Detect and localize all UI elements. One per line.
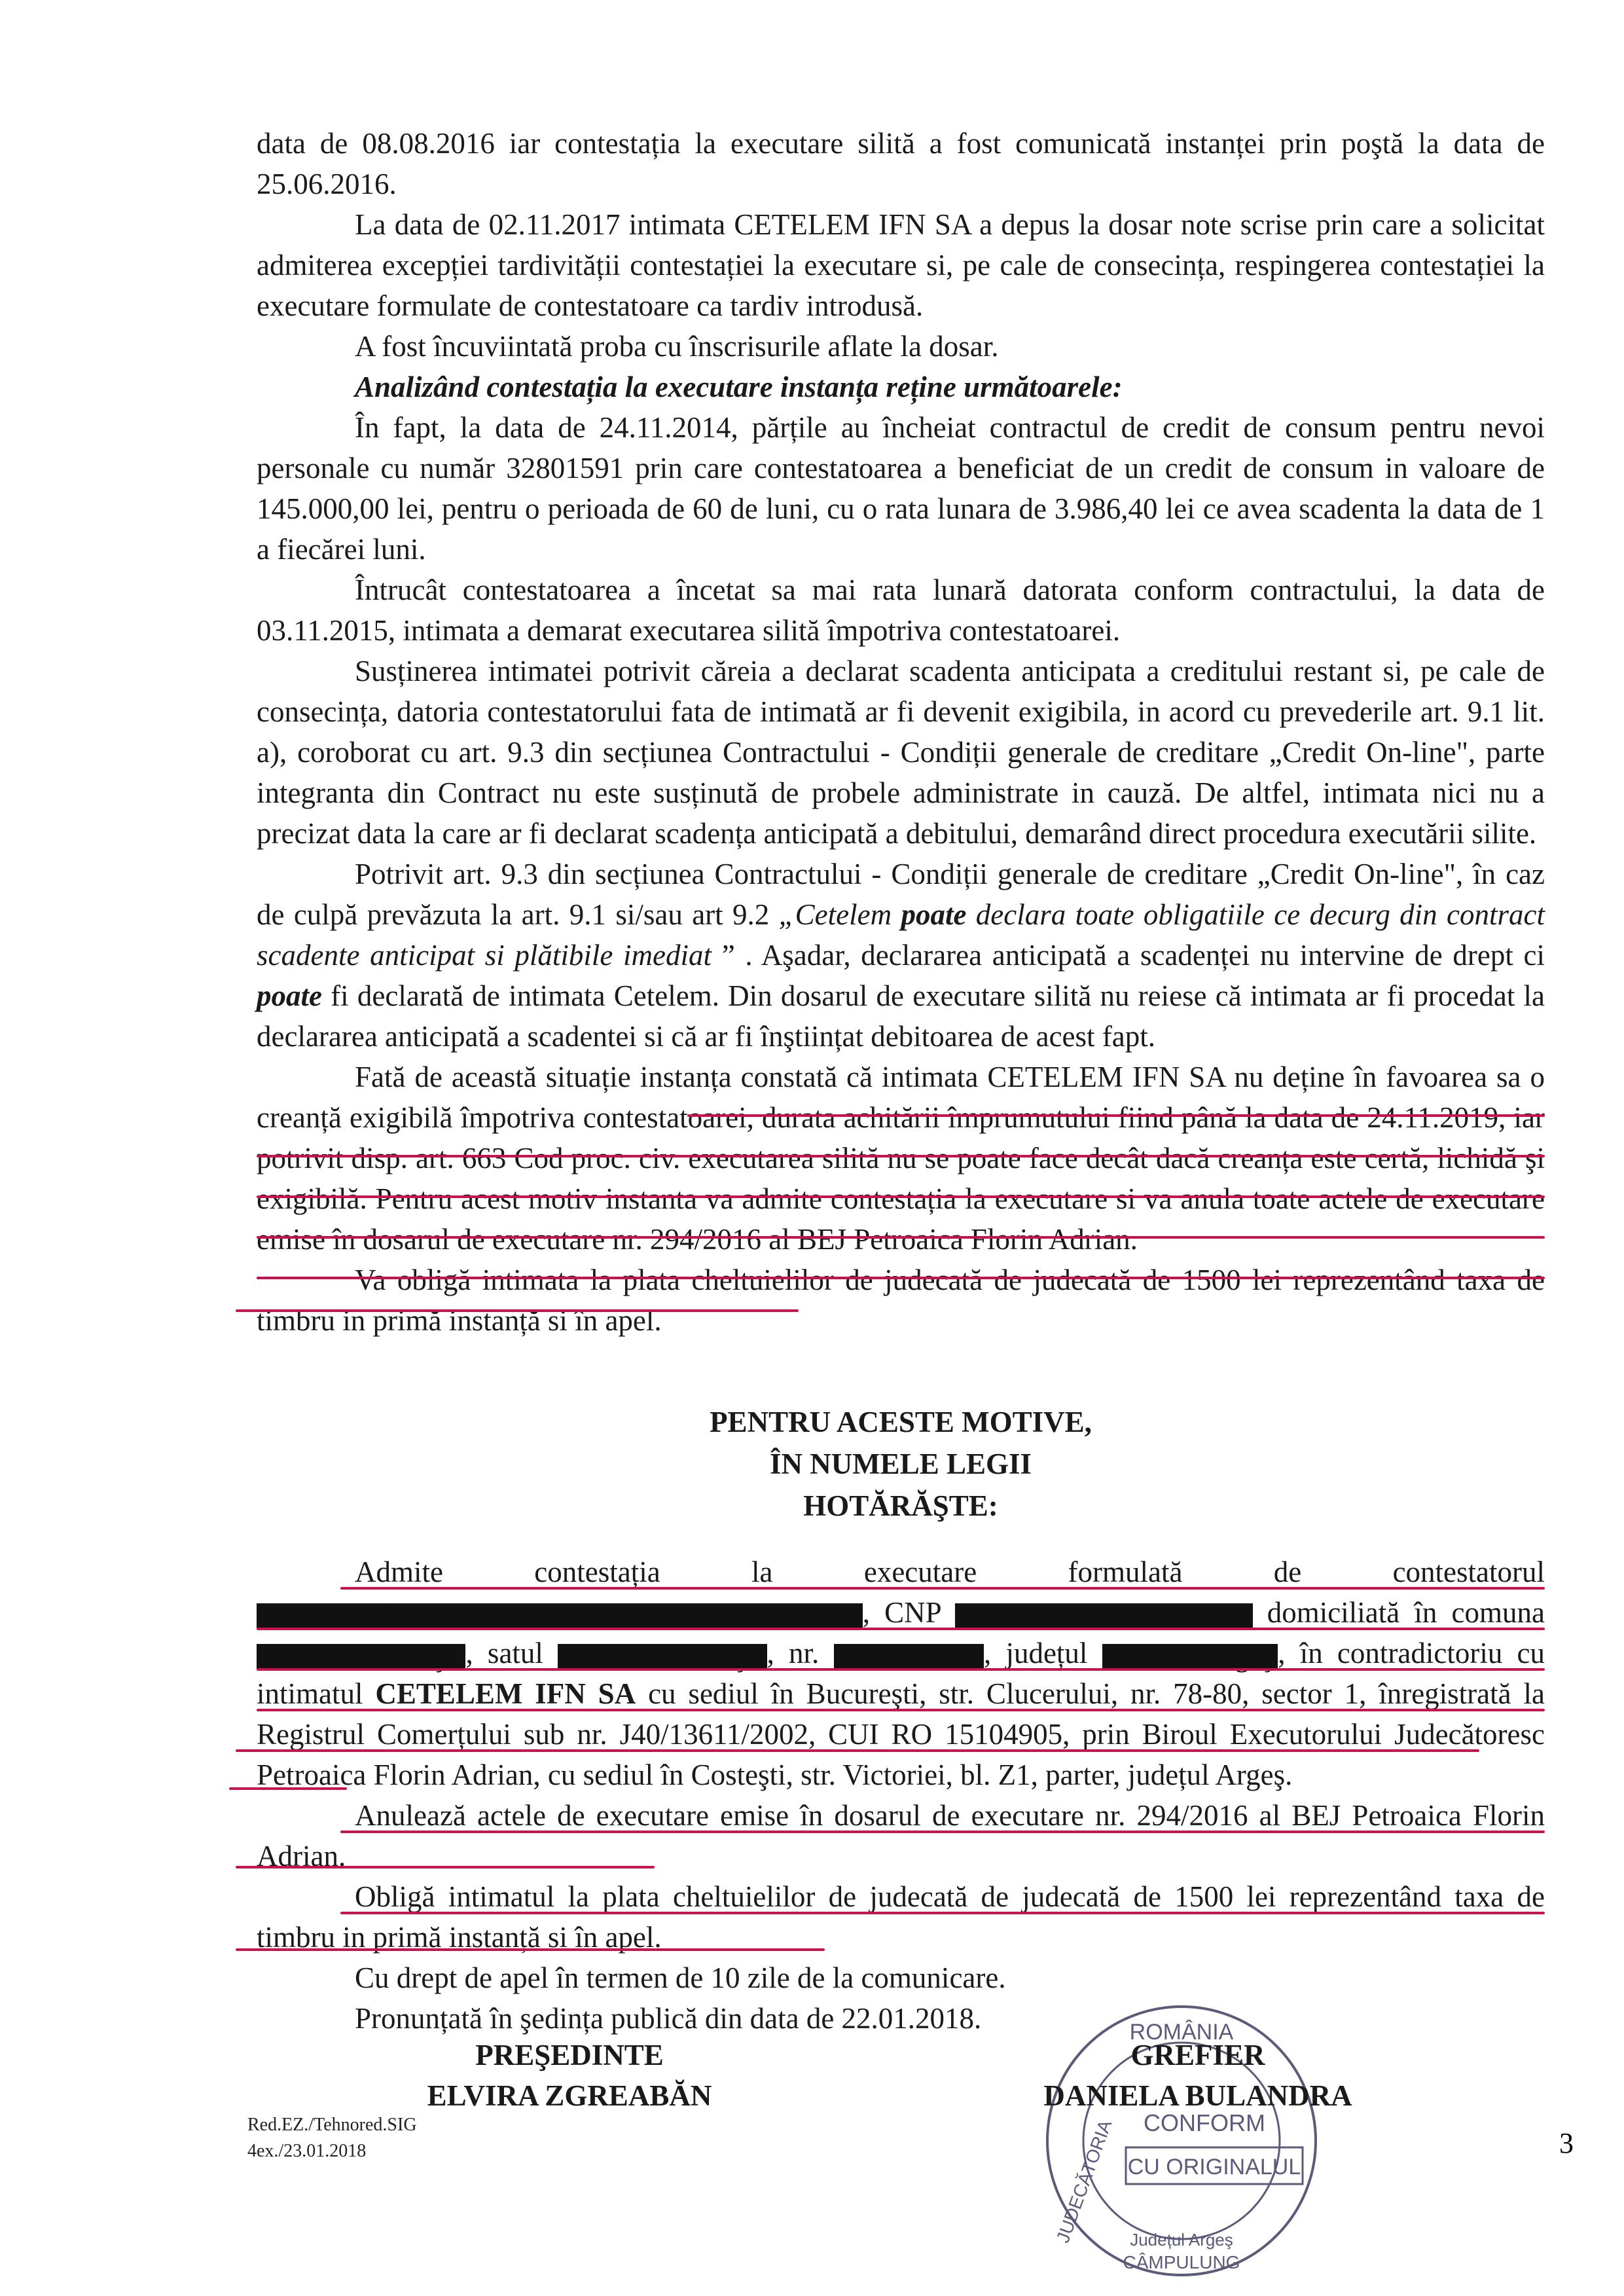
stamp-top-text: ROMÂNIA [1129,2020,1234,2045]
clause-text-c: fi declarată de intimata Cetelem. Din dosarul de executare silită nu reiese că intimata ar fi procedat la declararea anticipată a scadentei si că ar fi înştiințat debitoarea de acest fapt. [257,979,1545,1053]
clause-text-b: ” . Aşadar, declararea anticipată a scadenței nu intervine de drept ci [712,939,1545,972]
decision-admit-text-c: domiciliată în comuna [1252,1596,1545,1629]
paragraph-finding: Fată de această situație instanța constată că intimata CETELEM IFN SA nu deține în favoarea sa o creanță exigibilă împotriva contestatoarei, durata achitării împrumutului fiind până la data de 24.11.2019, iar potrivit disp. art. 663 Cod proc. civ. executarea silită nu se poate face decât dacă creanța este certă, lichidă şi exigibilă. Pentru acest motiv instanta va admite contestația la executare si va anula toate actele de executare emise în dosarul de executare nr. 294/2016 al BEJ Petroaica Florin Adrian. [257,1061,1545,1256]
decision-annul: Anulează actele de executare emise în dosarul de executare nr. 294/2016 al BEJ Petroaica Florin Adrian. [257,1799,1545,1872]
pen-underline [236,1866,655,1868]
motives-line-3: HOTĂRĂŞTE: [803,1489,998,1522]
paragraph-facts: În fapt, la data de 24.11.2014, părțile au încheiat contractul de credit de consum pentru nevoi personale cu număr 32801591 prin care contestatoarea a beneficiat de un credit de consum in valoare de 145.000,00 lei, pentru o perioada de 60 de luni, cu o rata lunara de 3.986,40 lei ce avea scadenta la data de 1 a fiecărei luni. [257,411,1545,566]
clerk-title: GREFIER [1130,2039,1265,2071]
pen-underline [257,1155,1545,1157]
decision-text [257,1552,1545,2039]
redacted-judet: Argeş [1102,1644,1278,1669]
pen-underline [687,1114,1545,1117]
pen-underline [229,1787,347,1790]
pen-underline [257,1236,1545,1239]
redacted-comuna: Mihaeşti [257,1644,465,1669]
clause-quote-b: declara toate obligatiile ce decurg din contract scadente anticipat si plătibile imediat [257,898,1545,972]
paragraph-proof: A fost încuviintată proba cu înscrisurile aflate la dosar. [355,330,999,363]
pen-underline [340,1912,1545,1914]
page-number: 3 [1559,2127,1574,2159]
motives-line-1: PENTRU ACESTE MOTIVE, [710,1406,1092,1438]
pen-underline [340,1587,1545,1590]
president-title: PREŞEDINTE [475,2039,664,2071]
decision-admit-text-d: , satul [465,1637,558,1669]
pen-underline [236,1948,825,1951]
respondent-name: CETELEM IFN SA [375,1677,636,1710]
stamp-left-text: JUDECĂTORIA [1052,2117,1116,2246]
stamp-original-text: CU ORIGINALUL [1127,2155,1301,2179]
paragraph-notes: La data de 02.11.2017 intimata CETELEM IFN SA a depus la dosar note scrise prin care a solicitat admiterea excepției tardivității contestației la executare si, pe cale de consecința, respingerea contestației la executare formulate de contestatoare ca tardiv introdusă. [257,208,1545,322]
clause-text-a: Potrivit art. 9.3 din secțiunea Contractului - Condiții generale de creditare „Credit On-line", în caz de culpă prevăzuta la art. 9.1 si/sau art 9.2 [257,858,1545,931]
clause-quote-emph: poate [901,898,967,931]
paragraph-costs: Va obligă intimata la plata cheltuielilor de judecată de judecată de 1500 lei reprezentând taxa de timbru in primă instanță si în apel. [257,1264,1545,1337]
paragraph-claim: Susținerea intimatei potrivit căreia a declarat scadenta anticipata a creditului restant si, pe cale de consecința, datoria contestatorului fata de intimată ar fi devenit exigibila, in acord cu prevederile art. 9.1 lit. a), coroborat cu art. 9.3 din secțiunea Contractului - Condiții generale de creditare „Credit On-line", parte integranta din Contract nu este susținută de probele administrate in cauză. De altfel, intimata nici nu a precizat data la care ar fi declarat scadența anticipată a debitului, demarând direct procedura executării silite. [257,655,1545,850]
decision-admit-text-g: , în contradictoriu cu intimatul [257,1637,1545,1710]
pen-underline [257,1277,1545,1279]
motives-line-2: ÎN NUMELE LEGII [769,1448,1032,1480]
pen-underline [340,1831,1545,1833]
paragraph-intro: data de 08.08.2016 iar contestația la executare silită a fost comunicată instanței prin poştă la data de 25.06.2016. [257,127,1545,200]
decision-pronounced: Pronunțată în şedința publică din data de 22.01.2018. [355,2002,982,2035]
pen-underline [257,1668,1545,1671]
decision-admit-text-a: Admite contestația la executare formulată de contestatorul [355,1556,1545,1588]
stamp-county-text: Județul Argeş [1130,2230,1233,2250]
paragraph-execution: Întrucât contestatoarea a încetat sa mai rata lunară datorata conform contractului, la data de 03.11.2015, intimata a demarat executarea silită împotriva contestatoarei. [257,574,1545,647]
decision-appeal: Cu drept de apel în termen de 10 zile de la comunicare. [355,1961,1006,1994]
pen-underline [236,1309,799,1312]
body-text [257,123,1545,1341]
decision-costs: Obligă intimatul la plata cheltuielilor de judecată de judecată de 1500 lei reprezentând taxa de timbru in primă instanță si în apel. [257,1880,1545,1954]
pen-underline [257,1709,1545,1711]
decision-admit-text-b: , CNP [862,1596,956,1629]
stamp-bottom-text: CÂMPULUNG [1123,2252,1240,2272]
redacted-name: MECHENICI ALEXANDRA – LORENA [257,1603,863,1628]
redacted-cnp: 2860516204993 [955,1603,1253,1628]
pen-underline [257,1195,1545,1198]
section-heading: Analizând contestația la executare instanța reține următoarele: [355,371,1123,403]
president-signature-block [367,2035,772,2116]
redacted-sat: Mihaeşti [558,1644,767,1669]
decision-admit-text-h: cu sediul în Bucureşti, str. Clucerului, nr. 78-80, sector 1, înregistrată la Registrul Comerțului sub nr. J40/13611/2002, CUI RO 15104905, prin Biroul Executorului Judecătoresc Petroaica Florin Adrian, cu sediul în Costeşti, str. Victoriei, bl. Z1, parter, județul Argeş. [257,1677,1545,1791]
stamp-conform-text: CONFORM [1144,2109,1265,2136]
decision-admit-text-e: , nr. [767,1637,834,1669]
drafting-note: Red.EZ./Tehnored.SIG [247,2115,417,2135]
pen-underline [257,1628,1545,1630]
president-name: ELVIRA ZGREABĂN [427,2079,712,2112]
copies-note: 4ex./23.01.2018 [247,2141,367,2161]
decision-admit-text-f: , județul [984,1637,1102,1669]
clause-quote-a: „Cetelem [778,898,901,931]
paragraph-contract-clause [257,854,1545,1057]
pen-underline [236,1749,1479,1752]
clerk-signature-block [995,2035,1401,2116]
clerk-name: DANIELA BULANDRA [1043,2079,1352,2112]
clause-emph-2: poate [257,979,322,1012]
redacted-nr: 276 [834,1644,984,1669]
motives-heading [257,1401,1545,1527]
